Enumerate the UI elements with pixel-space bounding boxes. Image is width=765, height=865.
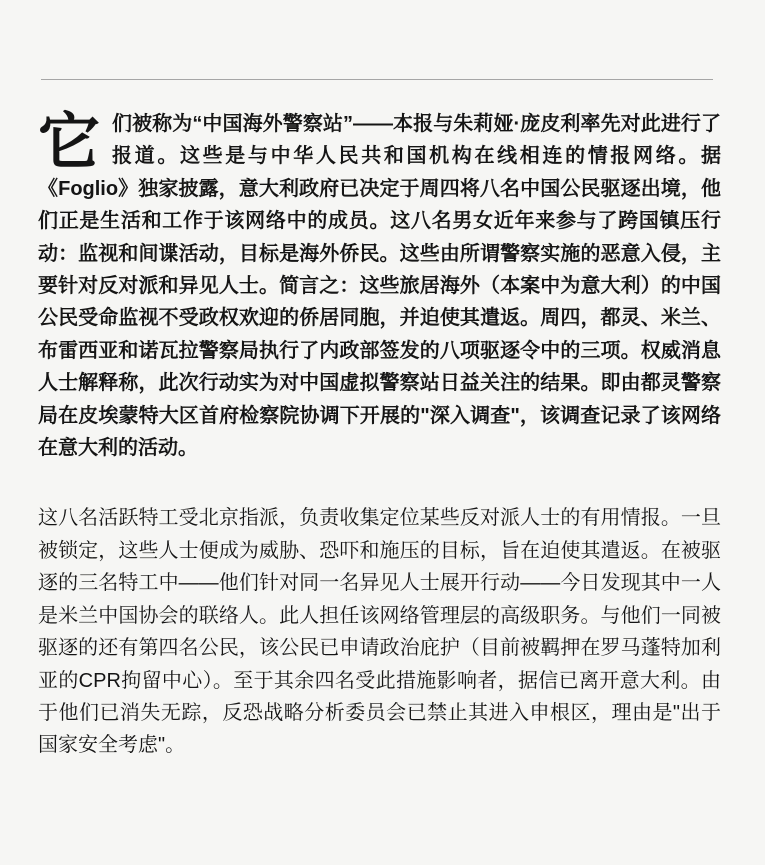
lead-paragraph-text: 们被称为“中国海外警察站”——本报与朱莉娅·庞皮利率先对此进行了报道。这些是与中华人民共和国机构在线相连的情报网络。据《Foglio》独家披露，意大利政府已决定于周四将八名中国公民驱逐出境，他们正是生活和工作于该网络中的成员。这八名男女近年来参与了跨国镇压行动：监视和间谍活动，目标是海外侨民。这些由所谓警察实施的恶意入侵，主要针对反对派和异见人士。简言之：这些旅居海外（本案中为意大利）的中国公民受命监视不受政权欢迎的侨居同胞，并迫使其遣返。周四，都灵、米兰、布雷西亚和诺瓦拉警察局执行了内政部签发的八项驱逐令中的三项。权威消息人士解释称，此次行动实为对中国虚拟警察站日益关注的结果。即由都灵警察局在皮埃蒙特大区首府检察院协调下开展的"深入调查"，该调查记录了该网络在意大利的活动。 [38,113,721,460]
top-divider [41,79,713,80]
article-content [38,79,721,762]
lead-paragraph [38,108,721,464]
drop-cap: 它 [38,108,101,177]
body-paragraph: 这八名活跃特工受北京指派，负责收集定位某些反对派人士的有用情报。一旦被锁定，这些人士便成为威胁、恐吓和施压的目标，旨在迫使其遣返。在被驱逐的三名特工中——他们针对同一名异见人士展开行动——今日发现其中一人是米兰中国协会的联络人。此人担任该网络管理层的高级职务。与他们一同被驱逐的还有第四名公民，该公民已申请政治庇护（目前被羁押在罗马蓬特加利亚的CPR拘留中心）。至于其余四名受此措施影响者，据信已离开意大利。由于他们已消失无踪，反恐战略分析委员会已禁止其进入申根区，理由是"出于国家安全考虑"。 [38,507,721,757]
